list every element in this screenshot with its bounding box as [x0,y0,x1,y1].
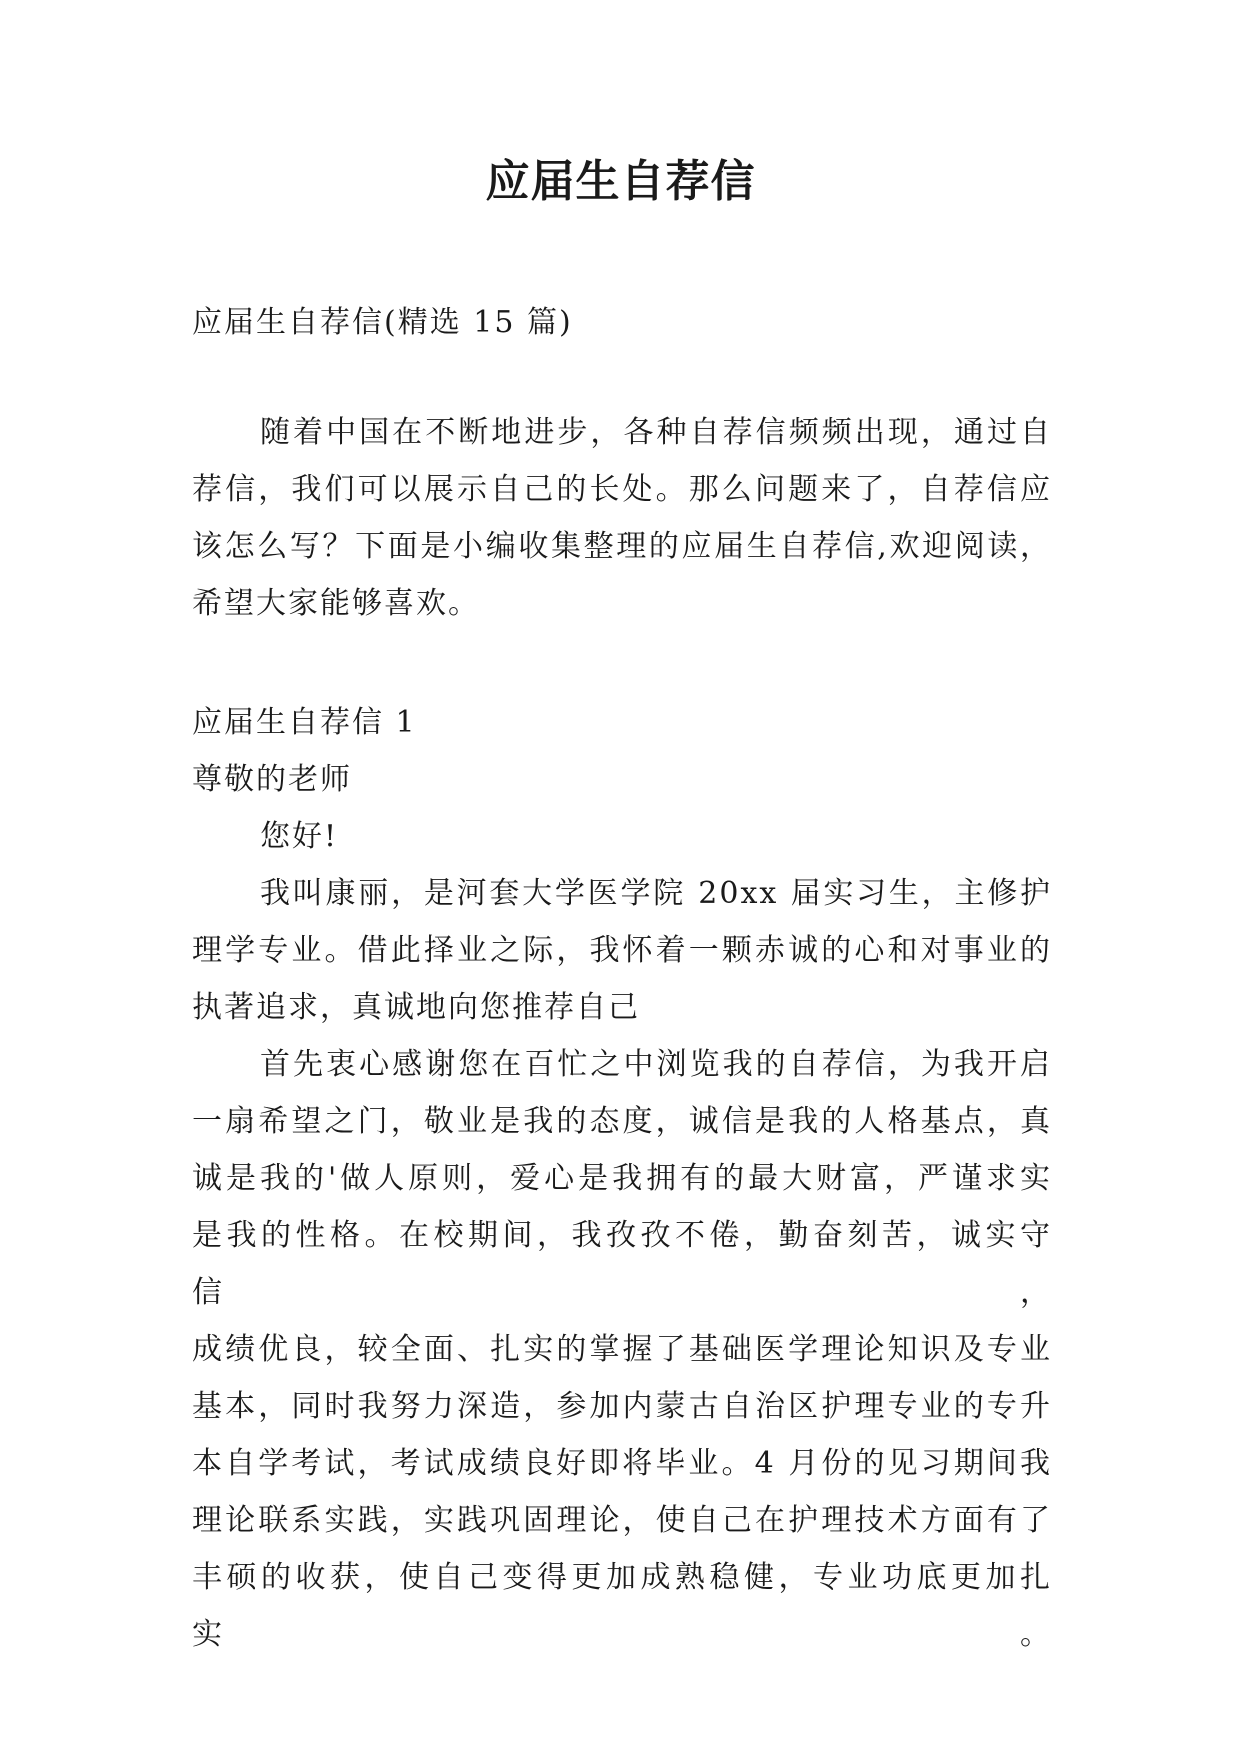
paragraph1-line: 理学专业。借此择业之际，我怀着一颗赤诚的心和对事业的 [192,933,1052,968]
document-subtitle [192,294,1052,351]
intro-line: 该怎么写？下面是小编收集整理的应届生自荐信,欢迎阅读， [192,529,1052,564]
paragraph2-line: 理论联系实践，实践巩固理论，使自己在护理技术方面有了 [192,1503,1052,1538]
paragraph2-line: 一扇希望之门，敬业是我的态度，诚信是我的人格基点，真 [192,1104,1052,1139]
letter-salutation: 尊敬的老师 [192,762,352,797]
intro-line: 随着中国在不断地进步，各种自荐信频频出现，通过自 [260,415,1052,450]
letter-greeting: 您好! [260,819,339,854]
subtitle-text: 应届生自荐信(精选 15 篇) [192,305,573,340]
paragraph1-line: 我叫康丽，是河套大学医学院 20xx 届实习生，主修护 [260,876,1052,911]
intro-line: 荐信，我们可以展示自己的长处。那么问题来了，自荐信应 [192,472,1052,507]
letter-heading: 应届生自荐信 1 [192,705,417,740]
letter-section [192,694,1052,1663]
paragraph2-line: 诚是我的'做人原则，爱心是我拥有的最大财富，严谨求实 [192,1161,1052,1196]
paragraph2-line: 丰硕的收获，使自己变得更加成熟稳健，专业功底更加扎实。 [192,1560,1052,1652]
paragraph2-line: 首先衷心感谢您在百忙之中浏览我的自荐信，为我开启 [260,1047,1052,1082]
paragraph2-line: 是我的性格。在校期间，我孜孜不倦，勤奋刻苦，诚实守信， [192,1218,1052,1310]
intro-paragraph [192,404,1052,632]
paragraph2-line: 本自学考试，考试成绩良好即将毕业。4 月份的见习期间我 [192,1446,1052,1481]
paragraph2-line: 基本，同时我努力深造，参加内蒙古自治区护理专业的专升 [192,1389,1052,1424]
paragraph1-line: 执著追求，真诚地向您推荐自己 [192,990,640,1025]
intro-line: 希望大家能够喜欢。 [192,586,480,621]
paragraph2-line: 成绩优良，较全面、扎实的掌握了基础医学理论知识及专业 [192,1332,1052,1367]
document-title: 应届生自荐信 [485,156,756,207]
